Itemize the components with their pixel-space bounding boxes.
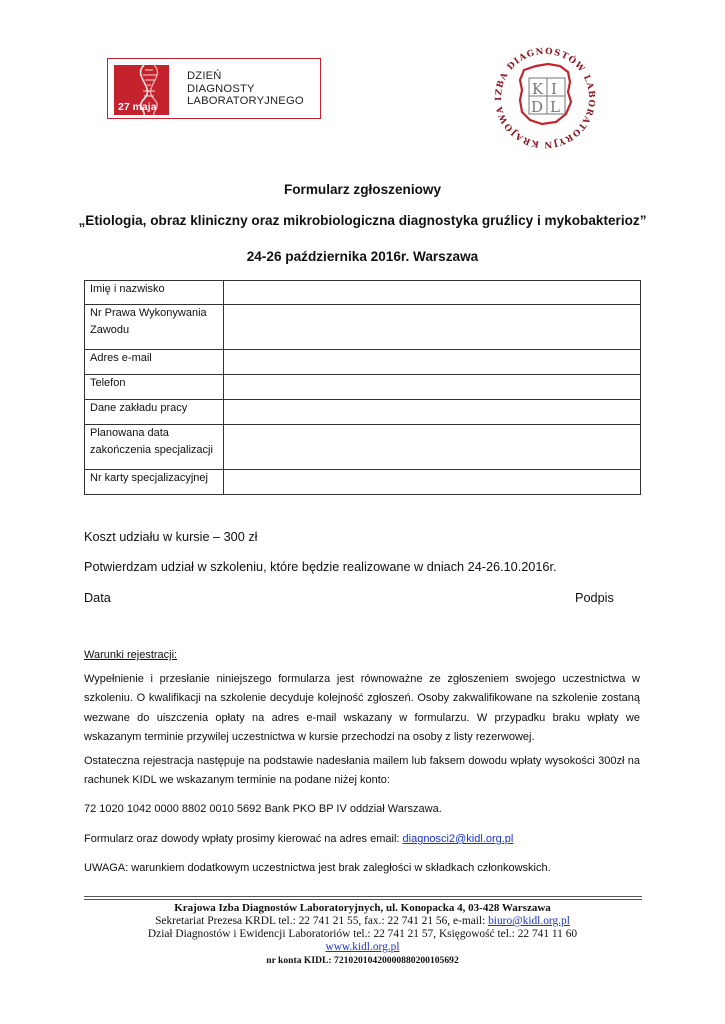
seal-letter-d: D [531, 98, 544, 116]
kidl-seal-logo [484, 44, 606, 154]
footer-department: Dział Diagnostów i Ewidencji Laboratoriów tel.: 22 741 21 57, Księgowość tel.: 22 741 11 60 [147, 928, 578, 940]
table-row [85, 400, 641, 425]
seal-letter-l: L [550, 98, 560, 116]
table-row [85, 350, 641, 375]
registration-form-table [84, 280, 641, 495]
field-input-email[interactable] [224, 350, 641, 375]
table-row [85, 375, 641, 400]
table-row [85, 470, 641, 495]
date-label: Data [84, 591, 111, 605]
dna-helix-icon [114, 65, 169, 115]
membership-note: UWAGA: warunkiem dodatkowym uczestnictwa jest brak zaległości w składkach członkowskich. [84, 862, 551, 874]
footer-secretariat-text: Sekretariat Prezesa KRDL tel.: 22 741 21 55, fax.: 22 741 21 56, e-mail: [155, 915, 489, 927]
logo-title-line3: LABORATORYJNEGO [187, 95, 304, 107]
table-row [85, 425, 641, 470]
signature-row [84, 591, 640, 605]
course-title: „Etiologia, obraz kliniczny oraz mikrobiologiczna diagnostyka gruźlicy i mykobakterioz” [78, 213, 647, 228]
table-row [85, 305, 641, 350]
logo-date: 27 maja [118, 101, 157, 113]
field-input-specialization-card[interactable] [224, 470, 641, 495]
footer-secretariat [0, 915, 725, 928]
website-link[interactable]: www.kidl.org.pl [325, 941, 400, 953]
field-input-license[interactable] [224, 305, 641, 350]
seal-ring-text: KRAJOWA IZBA DIAGNOSTÓW LABORATORYJN [494, 46, 597, 150]
conditions-heading: Warunki rejestracji: [84, 649, 178, 661]
footer-divider [84, 896, 642, 900]
conditions-paragraph-2: Ostateczna rejestracja następuje na podstawie nadesłania mailem lub faksem dowodu wpłaty wysokości 300zł na rachunek KIDL we wskazanym terminie na podane niżej konto: [84, 755, 640, 787]
table-row [85, 281, 641, 305]
footer-email-link[interactable]: biuro@kidl.org.pl [488, 915, 570, 927]
field-input-phone[interactable] [224, 375, 641, 400]
confirmation-text: Potwierdzam udział w szkoleniu, które będzie realizowane w dniach 24-26.10.2016r. [84, 560, 557, 574]
field-label-email: Adres e-mail [85, 350, 224, 375]
field-label-phone: Telefon [85, 375, 224, 400]
seal-letter-i: I [551, 80, 557, 98]
bank-account-text: 72 1020 1042 0000 8802 0010 5692 Bank PKO BP IV oddział Warszawa. [84, 803, 442, 815]
field-input-specialization-date[interactable] [224, 425, 641, 470]
field-input-name[interactable] [224, 281, 641, 305]
field-label-name: Imię i nazwisko [85, 281, 224, 305]
logo-title [187, 70, 304, 108]
registration-email-link[interactable]: diagnosci2@kidl.org.pl [402, 833, 514, 845]
field-input-workplace[interactable] [224, 400, 641, 425]
course-date-place: 24-26 października 2016r. Warszawa [246, 249, 479, 264]
email-instruction: Formularz oraz dowody wpłaty prosimy kierować na adres email: [84, 833, 403, 845]
footer-bank-account: nr konta KIDL: 72102010420000880200105692 [266, 955, 459, 966]
footer-address: Krajowa Izba Diagnostów Laboratoryjnych, ul. Konopacka 4, 03-428 Warszawa [174, 902, 551, 914]
dzien-diagnosty-logo [107, 58, 321, 119]
signature-label: Podpis [575, 591, 614, 605]
seal-letter-k: K [532, 80, 544, 98]
footer-website [0, 941, 725, 954]
conditions-paragraph-1: Wypełnienie i przesłanie niniejszego formularza jest równoważne ze zgłoszeniem swojego uczestnictwa w szkoleniu. O kwalifikacji na szkolenie decyduje kolejność zgłoszeń. Osoby zakwalifikowane na szkolenie zostaną wezwane do uiszczenia opłaty na adres e-mail wskazany w formularzu. W przypadku braku wpłaty we wskazanym terminie przywilej uczestnictwa w kursie przechodzi na osoby z listy rezerwowej. [84, 673, 640, 743]
field-label-specialization-date: Planowana data zakończenia specjalizacji [85, 425, 224, 470]
field-label-specialization-card: Nr karty specjalizacyjnej [85, 470, 224, 495]
form-title: Formularz zgłoszeniowy [283, 182, 442, 197]
course-cost: Koszt udziału w kursie – 300 zł [84, 530, 258, 544]
logo-title-line2: DIAGNOSTY [187, 82, 255, 95]
logo-title-line1: DZIEŃ [187, 70, 222, 82]
field-label-workplace: Dane zakładu pracy [85, 400, 224, 425]
conditions-paragraph-4 [84, 830, 640, 849]
field-label-license: Nr Prawa Wykonywania Zawodu [85, 305, 224, 350]
